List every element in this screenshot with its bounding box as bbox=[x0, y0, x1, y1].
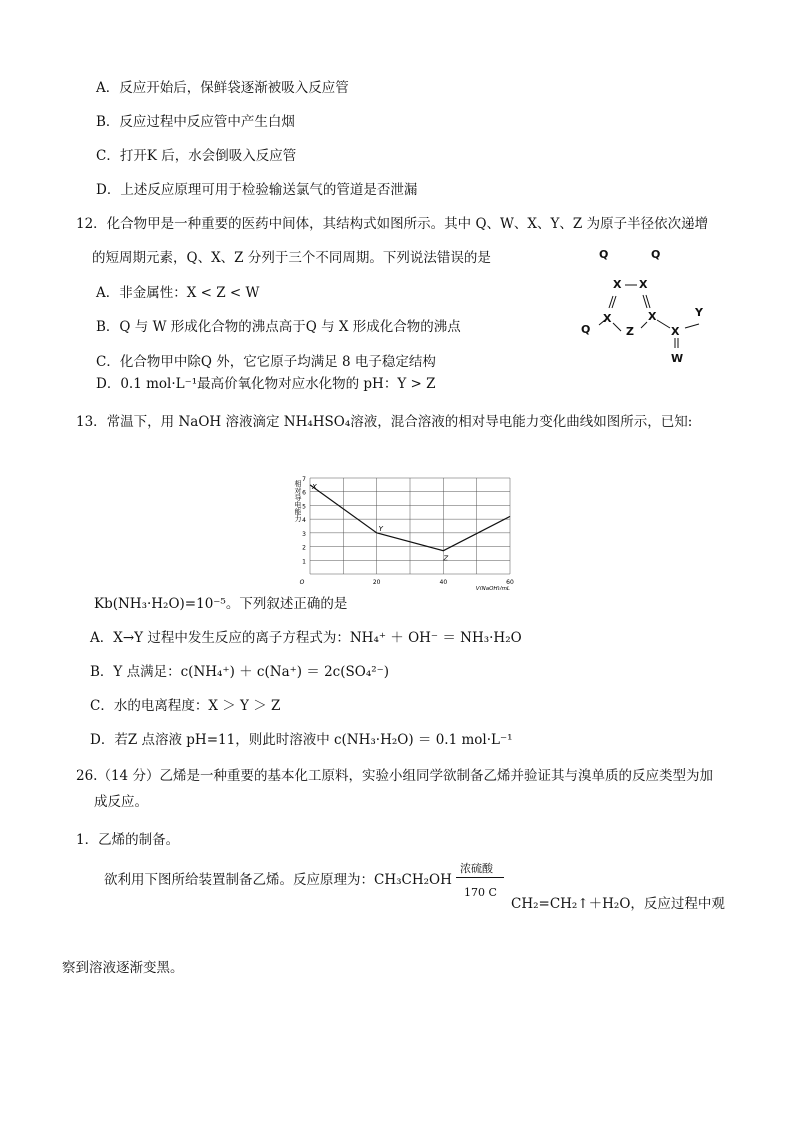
structure-atom: Q bbox=[599, 248, 609, 261]
chart-xtick-label: O bbox=[299, 579, 305, 586]
chart-svg bbox=[292, 470, 532, 590]
structure-atom: X bbox=[639, 278, 648, 291]
q13-option-c: C．水的电离程度：X ＞ Y ＞ Z bbox=[90, 698, 281, 714]
chart-point-label: Z bbox=[443, 554, 449, 563]
chart-xtick-label: 20 bbox=[372, 579, 381, 586]
q12-option-c: C．化合物甲中除Q 外，它它原子均满足 8 电子稳定结构 bbox=[96, 354, 436, 370]
q26-stem-line1: 26.（14 分）乙烯是一种重要的基本化工原料，实验小组同学欲制备乙烯并验证其与溴单质的反应类型为加 bbox=[76, 768, 713, 784]
q11-option-c: C．打开K 后，水会倒吸入反应管 bbox=[96, 148, 297, 164]
q26-reaction-rest: CH₂=CH₂↑＋H₂O，反应过程中观 bbox=[511, 896, 725, 912]
structure-atom: X bbox=[648, 310, 657, 323]
q26-intro: 欲利用下图所给装置制备乙烯。反应原理为：CH₃CH₂OH bbox=[104, 872, 452, 888]
chart-ylabel: 相对导电能力 bbox=[294, 480, 302, 522]
q26-part1: 1．乙烯的制备。 bbox=[76, 832, 180, 848]
chart-ytick-label: 5 bbox=[302, 503, 306, 511]
q12-option-b: B．Q 与 W 形成化合物的沸点高于Q 与 X 形成化合物的沸点 bbox=[96, 319, 461, 335]
chart-xlabel: V(NaOH)/mL bbox=[475, 586, 510, 590]
q26-stem-line2: 成反应。 bbox=[94, 794, 148, 810]
structure-atom: W bbox=[671, 352, 684, 365]
q12-stem-line1: 12．化合物甲是一种重要的医药中间体，其结构式如图所示。其中 Q、W、X、Y、Z 为原子半径依次递增 bbox=[76, 216, 709, 232]
chart-ytick-label: 3 bbox=[302, 530, 306, 538]
q13-stem: 13．常温下，用 NaOH 溶液滴定 NH₄HSO₄溶液，混合溶液的相对导电能力变化曲线如图所示，已知: bbox=[76, 414, 693, 430]
q11-option-b: B．反应过程中反应管中产生白烟 bbox=[96, 114, 295, 130]
q13-option-d: D．若Z 点溶液 pH=11，则此时溶液中 c(NH₃·H₂O) ＝ 0.1 mol·L⁻¹ bbox=[90, 732, 513, 748]
chart-ytick-label: 6 bbox=[302, 489, 306, 497]
q12-option-a: A．非金属性：X < Z < W bbox=[96, 285, 260, 301]
chart-ytick-label: 2 bbox=[302, 544, 306, 552]
q11-option-a: A．反应开始后，保鲜袋逐渐被吸入反应管 bbox=[96, 80, 349, 96]
reaction-arrow-line bbox=[456, 877, 504, 878]
structure-atom: X bbox=[603, 312, 612, 325]
compound-structure-diagram bbox=[575, 240, 715, 370]
q12-option-d: D．0.1 mol·L⁻¹最高价氧化物对应水化物的 pH：Y > Z bbox=[96, 376, 436, 392]
reaction-condition-bottom: 170 C bbox=[464, 886, 497, 899]
chart-ytick-label: 4 bbox=[302, 517, 306, 525]
chart-point-label: Y bbox=[378, 524, 383, 533]
q13-option-b: B．Y 点满足：c(NH₄⁺) ＋ c(Na⁺) ＝ 2c(SO₄²⁻) bbox=[90, 664, 390, 680]
structure-atom: Z bbox=[626, 325, 634, 338]
chart-ytick-label: 7 bbox=[302, 476, 306, 483]
q13-option-a: A．X→Y 过程中发生反应的离子方程式为：NH₄⁺ ＋ OH⁻ ＝ NH₃·H₂O bbox=[90, 630, 522, 646]
structure-atom: Q bbox=[581, 323, 591, 336]
conductivity-chart bbox=[292, 470, 532, 590]
chart-point-label: X bbox=[312, 482, 317, 491]
reaction-condition-top: 浓硫酸 bbox=[460, 862, 493, 875]
structure-atom: Q bbox=[651, 248, 661, 261]
q13-kb: Kb(NH₃·H₂O)=10⁻⁵。下列叙述正确的是 bbox=[94, 596, 348, 612]
structure-atom: X bbox=[671, 325, 680, 338]
chart-xtick-label: 60 bbox=[506, 579, 514, 586]
q12-stem-line2: 的短周期元素，Q、X、Z 分列于三个不同周期。下列说法错误的是 bbox=[92, 250, 491, 266]
q11-option-d: D．上述反应原理可用于检验输送氯气的管道是否泄漏 bbox=[96, 182, 418, 198]
structure-atom: Y bbox=[695, 306, 703, 319]
chart-xtick-label: 40 bbox=[439, 579, 448, 586]
structure-atom: X bbox=[613, 278, 622, 291]
chart-ytick-label: 1 bbox=[302, 558, 306, 566]
q26-continuation: 察到溶液逐渐变黑。 bbox=[62, 960, 184, 976]
